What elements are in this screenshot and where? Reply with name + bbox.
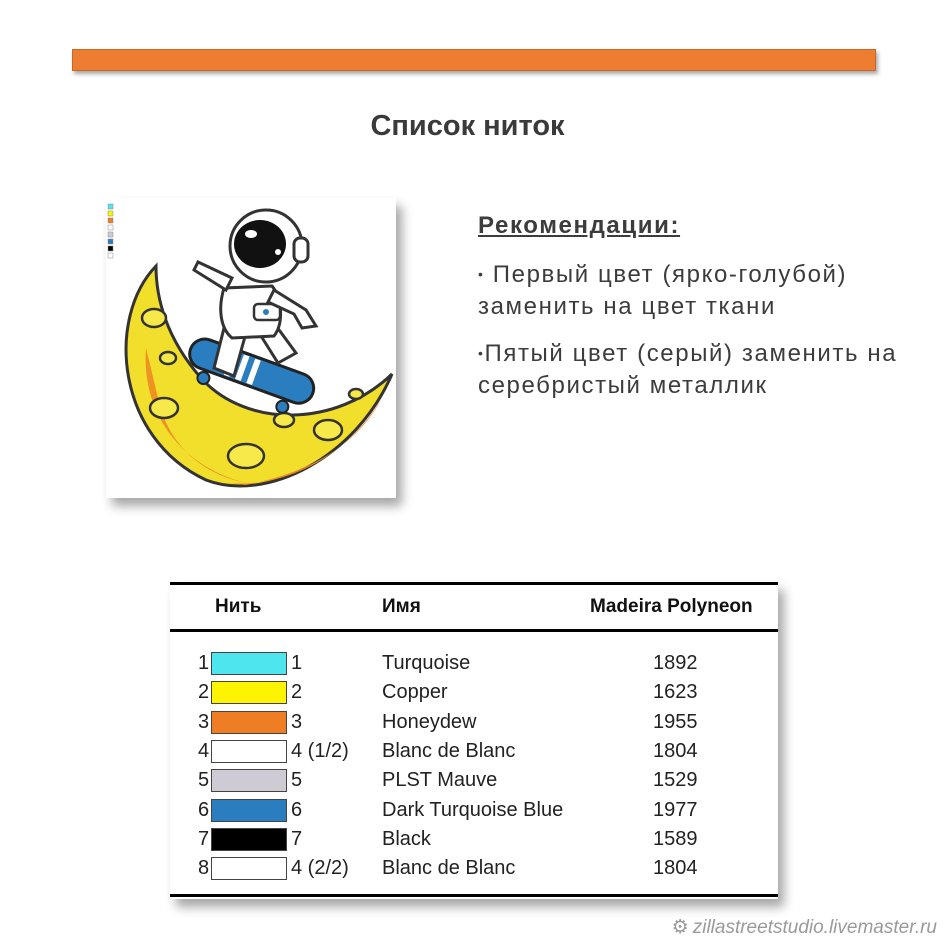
thread-label: 2 bbox=[291, 681, 303, 704]
thread-name: Black bbox=[382, 827, 431, 850]
color-swatch bbox=[211, 740, 287, 763]
thread-table bbox=[170, 582, 778, 899]
header-name: Имя bbox=[382, 596, 421, 617]
thread-index: 7 bbox=[198, 827, 210, 850]
embroidery-preview bbox=[106, 198, 396, 498]
color-swatch bbox=[211, 711, 287, 734]
thread-code: 1529 bbox=[653, 769, 698, 792]
page-title: Список ниток bbox=[370, 110, 565, 142]
palette-strip bbox=[108, 204, 113, 258]
thread-name: Turquoise bbox=[382, 652, 471, 674]
table-row bbox=[170, 739, 778, 768]
header-code: Madeira Polyneon bbox=[590, 596, 753, 617]
thread-name: Copper bbox=[382, 681, 448, 704]
table-top-rule bbox=[170, 582, 778, 585]
thread-index: 2 bbox=[198, 681, 210, 704]
watermark bbox=[672, 916, 937, 939]
thread-label: 5 bbox=[291, 769, 303, 792]
color-swatch bbox=[211, 681, 287, 704]
table-bottom-rule bbox=[170, 894, 778, 897]
thread-code: 1892 bbox=[653, 652, 698, 674]
thread-name: Honeydew bbox=[382, 710, 477, 733]
bullet-icon: • bbox=[478, 266, 485, 282]
thread-code: 1977 bbox=[653, 798, 698, 821]
color-swatch bbox=[211, 652, 287, 675]
thread-index: 5 bbox=[198, 769, 210, 792]
gear-icon: ⚙ bbox=[671, 917, 689, 938]
table-row bbox=[170, 768, 778, 797]
thread-label: 4 (2/2) bbox=[291, 857, 349, 880]
thread-label: 3 bbox=[291, 710, 303, 733]
table-row bbox=[170, 856, 778, 885]
thread-name: Blanc de Blanc bbox=[382, 857, 516, 880]
recommendation-item bbox=[478, 258, 898, 323]
thread-index: 4 bbox=[198, 739, 210, 762]
thread-index: 6 bbox=[198, 798, 210, 821]
bullet-icon: • bbox=[478, 345, 485, 361]
thread-index: 1 bbox=[198, 652, 210, 674]
recommendation-text: Первый цвет (ярко-голубой) заменить на цвет ткани bbox=[478, 261, 848, 320]
header-thread: Нить bbox=[215, 596, 262, 617]
thread-code: 1804 bbox=[653, 857, 698, 880]
thread-code: 1589 bbox=[653, 827, 698, 850]
recommendation-item bbox=[478, 337, 898, 402]
watermark-text: zillastreetstudio.livemaster.ru bbox=[692, 917, 937, 938]
thread-label: 6 bbox=[291, 798, 303, 821]
color-swatch bbox=[211, 799, 287, 822]
table-row bbox=[170, 827, 778, 856]
astronaut-moon-illustration bbox=[106, 198, 396, 498]
recommendations-heading: Рекомендации: bbox=[478, 212, 681, 239]
thread-name: Blanc de Blanc bbox=[382, 739, 516, 762]
recommendation-text: Пятый цвет (серый) заменить на серебристый металлик bbox=[478, 340, 898, 399]
accent-bar bbox=[72, 49, 876, 71]
table-row bbox=[170, 710, 778, 739]
table-row bbox=[170, 680, 778, 709]
thread-code: 1804 bbox=[653, 739, 698, 762]
thread-label: 1 bbox=[291, 652, 303, 674]
thread-code: 1955 bbox=[653, 710, 698, 733]
table-row bbox=[170, 798, 778, 827]
thread-name: PLST Mauve bbox=[382, 769, 498, 792]
thread-label: 7 bbox=[291, 827, 303, 850]
recommendations bbox=[478, 210, 898, 416]
table-row bbox=[170, 651, 778, 680]
thread-code: 1623 bbox=[653, 681, 698, 704]
thread-index: 3 bbox=[198, 710, 210, 733]
thread-index: 8 bbox=[198, 857, 210, 880]
thread-name: Dark Turquoise Blue bbox=[382, 798, 564, 821]
thread-label: 4 (1/2) bbox=[291, 739, 349, 762]
color-swatch bbox=[211, 828, 287, 851]
table-header-rule bbox=[170, 629, 778, 632]
color-swatch bbox=[211, 857, 287, 880]
color-swatch bbox=[211, 769, 287, 792]
